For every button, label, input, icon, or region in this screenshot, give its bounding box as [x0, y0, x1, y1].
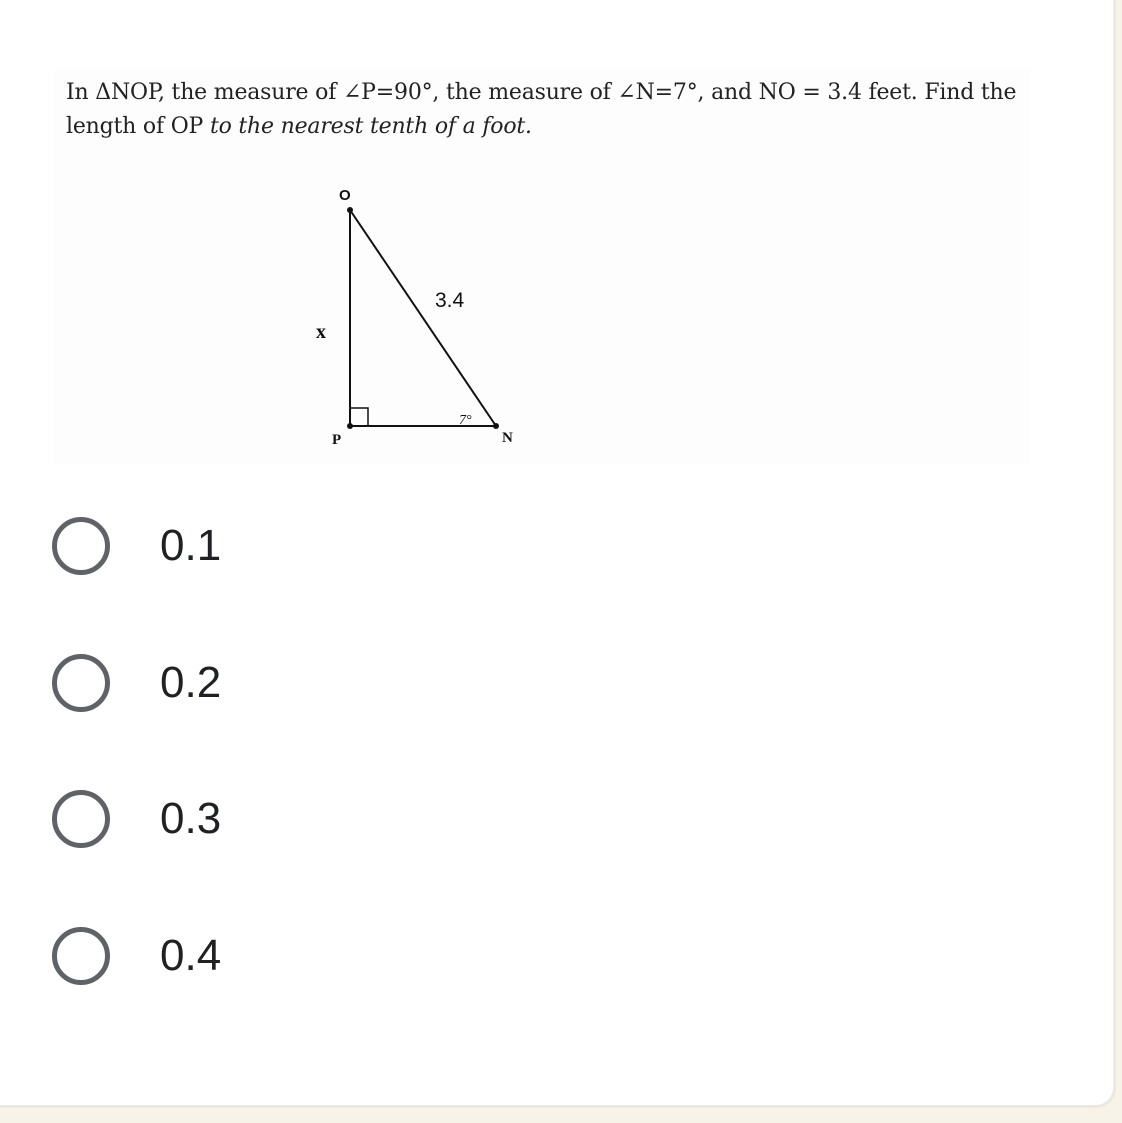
- vertex-o-dot: [347, 207, 353, 213]
- right-angle-marker: [350, 408, 368, 426]
- side-on: [350, 210, 496, 426]
- option-0-1[interactable]: [52, 513, 221, 579]
- angle-n-label: 7°: [459, 413, 472, 428]
- side-x-label: x: [316, 321, 326, 343]
- option-label: 0.3: [160, 794, 222, 843]
- triangle-diagram: [54, 68, 1030, 464]
- radio-button[interactable]: [52, 517, 110, 575]
- vertex-p-dot: [347, 423, 353, 429]
- question-image: [54, 68, 1030, 464]
- option-0-3[interactable]: [52, 786, 221, 852]
- vertex-o-label: O: [339, 187, 351, 204]
- vertex-n-dot: [493, 423, 499, 429]
- vertex-n-label: N: [502, 430, 513, 446]
- option-label: 0.4: [160, 931, 222, 980]
- option-label: 0.2: [160, 658, 222, 707]
- option-label: 0.1: [160, 521, 222, 570]
- radio-button[interactable]: [52, 654, 110, 712]
- vertex-p-label: P: [332, 432, 342, 448]
- hypotenuse-label: 3.4: [435, 289, 465, 312]
- option-0-2[interactable]: [52, 650, 221, 716]
- option-0-4[interactable]: [52, 923, 221, 989]
- radio-button[interactable]: [52, 790, 110, 848]
- radio-button[interactable]: [52, 927, 110, 985]
- question-text-main: In ΔNOP, the measure of ∠P=90°, the measure of ∠N=7°, and NO = 3.4 feet. Find the length of OP: [66, 80, 1017, 139]
- question-text-instruction: to the nearest tenth of a foot.: [209, 114, 532, 139]
